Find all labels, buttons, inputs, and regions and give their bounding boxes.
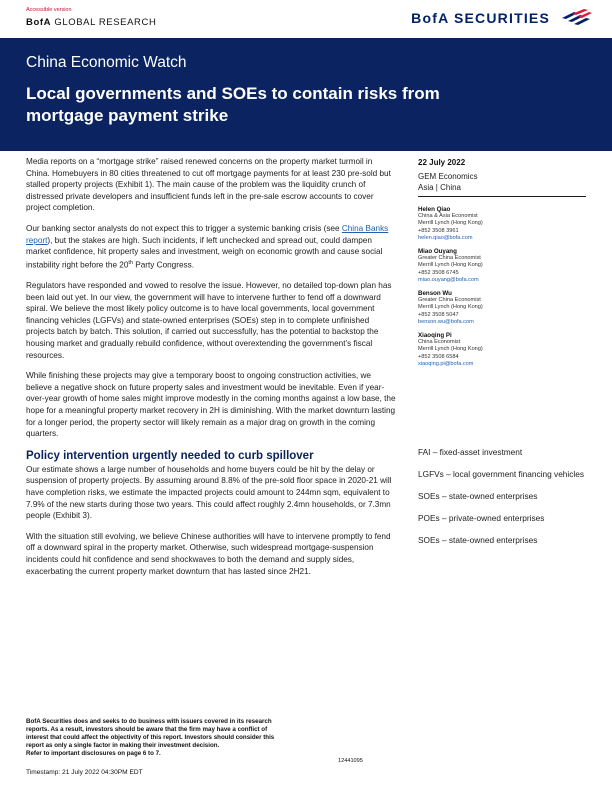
main-body [26,156,396,586]
author-title: Greater China Economist [418,255,481,262]
author-title: China Economist [418,339,461,346]
paragraph: Regulators have responded and vowed to resolve the issue. However, no detailed top-down plan has been laid out yet. In our view, the government will have to intervene further to fend off a downward spiral. We believe the most likely policy outcome is to have local governments, local government financing vehicles (LGFVs) and state-owned enterprises (SOEs) step in to complete unfinished projects batch by batch. This solution, if carried out successfully, has the potential to backstop the housing market and gradually rebuild confidence, without overextending the government’s fiscal resources. [26,281,392,360]
disclosure-notice [26,718,366,758]
author-block [418,332,598,368]
author-title: China & Asia Economist [418,213,478,220]
author-block [418,248,598,284]
author-firm: Merrill Lynch (Hong Kong) [418,304,483,311]
glossary [418,446,598,556]
text-span: Our banking sector analysts do not expect this to trigger a systemic banking crisis (see [26,223,342,233]
disclosure-line: Refer to important disclosures on page 6 to 7. [26,750,161,757]
glossary-item: FAI – fixed-asset investment [418,447,523,457]
report-headline: Local governments and SOEs to contain risks from mortgage payment strike [26,84,440,125]
top-bar [0,0,612,38]
research-brand [26,17,156,28]
brand-rest: GLOBAL RESEARCH [54,17,157,28]
author-block [418,290,598,326]
bofa-securities-logo [411,8,592,28]
author-phone: +852 3508 6584 [418,353,459,360]
glossary-item: SOEs – state-owned enterprises [418,535,538,545]
author-name: Miao Ouyang [418,248,457,256]
disclosure-line: reports. As a result, investors should be aware that the firm may have a conflict of [26,726,268,733]
divider [418,196,586,197]
paragraph: Our estimate shows a large number of households and home buyers could be hit by the delay or suspension of property projects. By assuming around 8.8% of the pre-sold floor space in 2020-21 will have completion risks, we estimate the impacted projects could amount to 244mn sqm, equivalent to 7.9% of the new starts during those two years. This could affect roughly 2.4mn households, or 7.3mn people (Exhibit 3). [26,464,392,521]
author-block [418,206,598,242]
paragraph [26,223,396,271]
category: GEM Economics [418,172,478,181]
series-title: China Economic Watch [26,54,187,71]
document-id: 12441095 [338,758,363,764]
accessible-version-link[interactable]: Accessible version [26,7,72,13]
paragraph: With the situation still evolving, we believe Chinese authorities will have to intervene promptly to fend off a downward spiral in the property market. Otherwise, such widespread mortgage-suspension incidents could hit confidence and send shockwaves to both the demand and supply sides, exacerbating the current property market downturn that has lasted since 2H21. [26,531,391,576]
author-email-link[interactable]: miao.ouyang@bofa.com [418,276,479,283]
disclosure-line: report as only a single factor in making their investment decision. [26,742,220,749]
timestamp: Timestamp: 21 July 2022 04:30PM EDT [26,769,143,776]
glossary-item: LGFVs – local government financing vehicles [418,469,585,479]
author-firm: Merrill Lynch (Hong Kong) [418,346,483,353]
author-firm: Merrill Lynch (Hong Kong) [418,220,483,227]
author-phone: +852 3508 3961 [418,227,459,234]
region: Asia | China [418,183,461,192]
report-date: 22 July 2022 [418,158,466,167]
flag-stripes-icon [558,9,592,27]
logo-text: BofA SECURITIES [411,10,550,26]
brand-bold: BofA [26,17,52,28]
text-span: Party Congress. [133,260,194,270]
author-name: Xiaoqing Pi [418,332,452,340]
glossary-item: POEs – private-owned enterprises [418,513,545,523]
section-heading: Policy intervention urgently needed to curb spillover [26,449,314,462]
author-name: Helen Qiao [418,206,451,213]
text-span: ), but the stakes are high. Such incidents, if left unchecked and spread out, could dampen market confidence, hit property sales and investment, weigh on economic growth and cause social instability right before the 20 [26,235,383,270]
superscript: th [128,259,133,266]
disclosure-line: BofA Securities does and seeks to do business with issuers covered in its research [26,718,272,725]
paragraph: While finishing these projects may give a temporary boost to ongoing construction activities, we believe a negative shock on future property sales and investment would be inevitable. Even if year-over-year growth of home sales might improve modestly in the coming months against a low base, the hope for a meaningful property market recovery in 2H is diminishing. With the market downturn lasting for a longer period, the property sector will likely remain as a major drag on growth in the coming quarters. [26,371,396,439]
author-name: Benson Wu [418,290,452,298]
disclosure-line: interest that could affect the objectivity of this report. Investors should consider this [26,734,275,741]
china-banks-report-link[interactable]: China Banks report [26,223,389,245]
author-phone: +852 3508 6745 [418,269,459,276]
title-banner [0,38,612,151]
paragraph: Media reports on a “mortgage strike” raised renewed concerns on the property market turmoil in China. Homebuyers in 80 cities threatened to cut off mortgage payments for at least 230 pre-sold but stalled property projects (Exhibit 1). The main cause of the problem was the liquidity crunch of distressed private developers and insufficient funds left in the pre-sale escrow accounts to cover project completion. [26,157,391,213]
author-title: Greater China Economist [418,297,481,304]
sidebar [418,158,598,374]
author-firm: Merrill Lynch (Hong Kong) [418,262,483,269]
glossary-item: SOEs – state-owned enterprises [418,491,538,501]
author-email-link[interactable]: xiaoqing.pi@bofa.com [418,360,474,367]
author-email-link[interactable]: helen.qiao@bofa.com [418,234,473,241]
author-email-link[interactable]: benson.wu@bofa.com [418,318,474,325]
author-phone: +852 3508 5047 [418,311,459,318]
